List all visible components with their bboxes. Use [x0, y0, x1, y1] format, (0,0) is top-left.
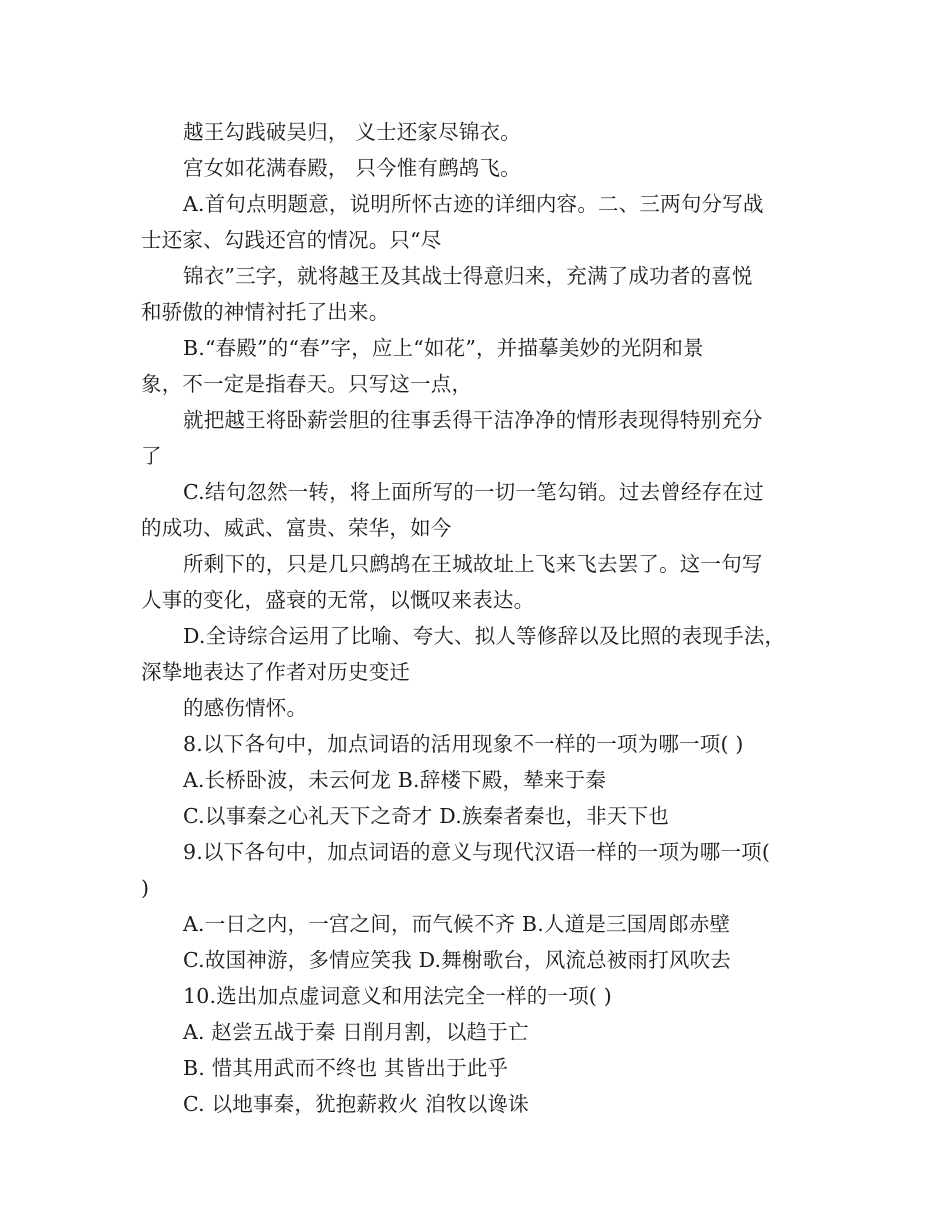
question-10-option-b: B. 惜其用武而不终也 其皆出于此乎	[183, 1056, 509, 1080]
question-10-option-a: A. 赵尝五战于秦 日削月割，以趋于亡	[183, 1020, 529, 1044]
option-a-line-1: A.首句点明题意，说明所怀古迹的详细内容。二、三两句分写战	[183, 192, 764, 216]
poem-line-1: 越王勾践破吴归， 义士还家尽锦衣。	[183, 120, 521, 144]
question-10-stem: 10.选出加点虚词意义和用法完全一样的一项( )	[183, 984, 612, 1008]
question-9-options-cd: C.故国神游，多情应笑我 D.舞榭歌台，风流总被雨打风吹去	[183, 948, 732, 972]
question-9-stem: 9.以下各句中，加点词语的意义与现代汉语一样的一项为哪一项(	[183, 840, 771, 864]
question-8-options-ab: A.长桥卧波，未云何龙 B.辞楼下殿，辇来于秦	[183, 768, 607, 792]
option-c-line-3: 所剩下的，只是几只鹧鸪在王城故址上飞来飞去罢了。这一句写	[183, 552, 763, 576]
question-9-stem-end: )	[141, 876, 150, 900]
option-b-line-4: 了	[141, 444, 162, 468]
option-d-line-2: 深挚地表达了作者对历史变迁	[141, 660, 411, 684]
option-d-line-1: D.全诗综合运用了比喻、夸大、拟人等修辞以及比照的表现手法，	[183, 624, 786, 648]
option-b-line-1: B.“春殿”的“春”字，应上“如花”，并描摹美妙的光阴和景	[183, 336, 704, 360]
option-b-line-3: 就把越王将卧薪尝胆的往事丢得干洁净净的情形表现得特别充分	[183, 408, 763, 432]
question-8-stem: 8.以下各句中，加点词语的活用现象不一样的一项为哪一项( )	[183, 732, 744, 756]
question-8-options-cd: C.以事秦之心礼天下之奇才 D.族秦者秦也，非天下也	[183, 804, 669, 828]
option-b-line-2: 象，不一定是指春天。只写这一点，	[141, 372, 473, 396]
question-9-options-ab: A.一日之内，一宫之间，而气候不齐 B.人道是三国周郎赤壁	[183, 912, 731, 936]
question-10-option-c: C. 以地事秦，犹抱薪救火 洎牧以谗诛	[183, 1092, 529, 1116]
option-a-line-4: 和骄傲的神情衬托了出来。	[141, 300, 390, 324]
option-c-line-4: 人事的变化，盛衰的无常，以慨叹来表达。	[141, 588, 535, 612]
option-a-line-2: 士还家、勾践还宫的情况。只“尽	[141, 228, 442, 252]
option-d-line-3: 的感伤情怀。	[183, 696, 308, 720]
option-c-line-2: 的成功、威武、富贵、荣华，如今	[141, 516, 452, 540]
poem-line-2: 宫女如花满春殿， 只今惟有鹧鸪飞。	[183, 156, 521, 180]
option-c-line-1: C.结句忽然一转，将上面所写的一切一笔勾销。过去曾经存在过	[183, 480, 764, 504]
option-a-line-3: 锦衣”三字，就将越王及其战士得意归来，充满了成功者的喜悦	[183, 264, 753, 288]
